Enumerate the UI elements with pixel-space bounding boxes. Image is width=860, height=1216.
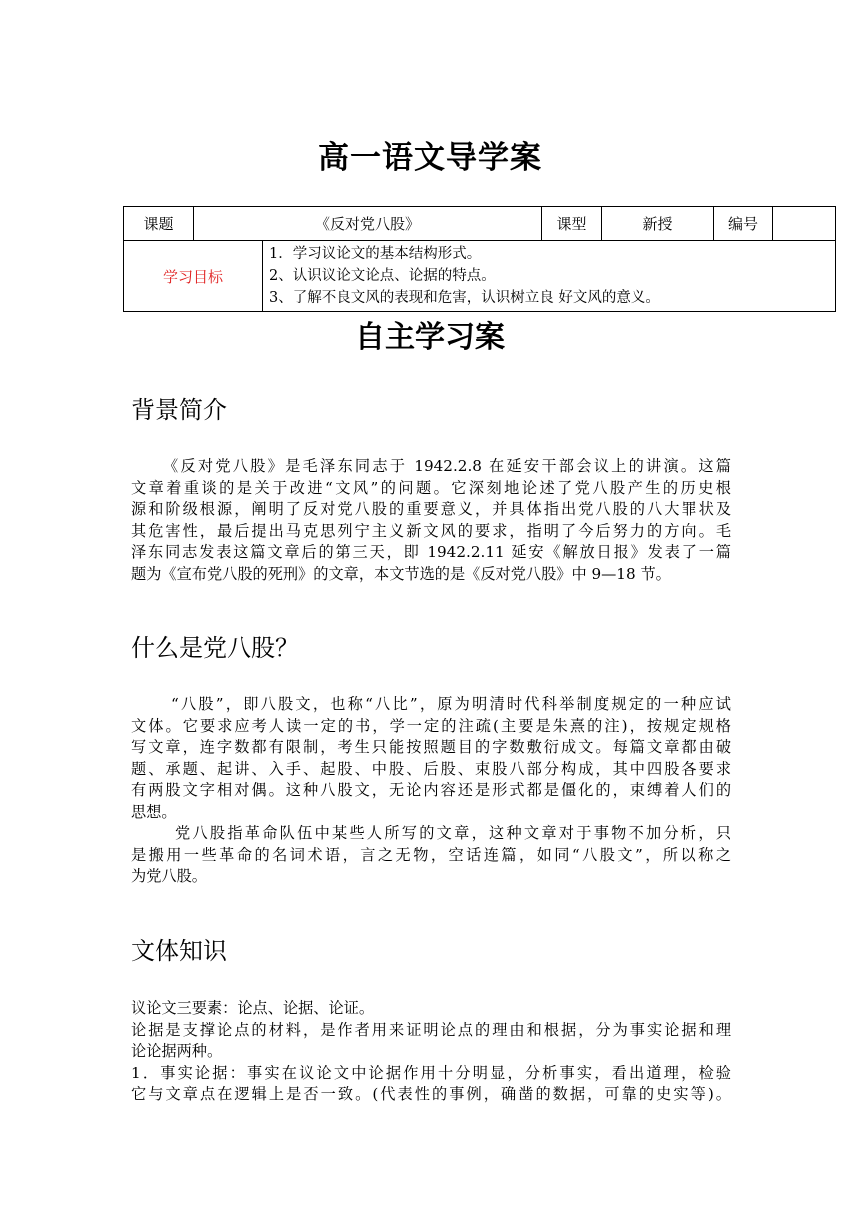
page-title: 高一语文导学案 xyxy=(318,140,542,176)
text-line: 题为《宣布党八股的死刑》的文章，本文节选的是《反对党八股》中 9—18 节。 xyxy=(131,564,671,583)
text-line: 论论据两种。 xyxy=(131,1042,223,1060)
background-paragraph xyxy=(131,456,731,585)
text-line: 党八股指革命队伍中某些人所写的文章，这种文章对于事物不加分析，只 xyxy=(175,824,731,842)
text-line: 思想。 xyxy=(131,802,177,821)
text-line: 是搬用一些革命的名词术语，言之无物，空话连篇，如同“八股文”，所以称之 xyxy=(131,845,731,864)
text-line: 1．事实论据：事实在议论文中论据作用十分明显，分析事实，看出道理，检验 xyxy=(131,1063,731,1082)
text-line: 它与文章点在逻辑上是否一致。(代表性的事例，确凿的数据，可靠的史实等)。 xyxy=(131,1085,731,1103)
text-line: 有两股文字相对偶。这种八股文，无论内容还是形式都是僵化的，束缚着人们的 xyxy=(131,781,731,799)
text-line: 为党八股。 xyxy=(131,867,207,885)
text-line: “八股”，即八股文，也称“八比”，原为明清时代科举制度规定的一种应试 xyxy=(171,695,731,713)
topic-value: 《反对党八股》 xyxy=(194,207,542,241)
number-label: 编号 xyxy=(714,207,773,241)
text-line: 源和阶级根源，阐明了反对党八股的重要意义，并具体指出党八股的八大罪状及 xyxy=(131,500,731,518)
goal-item: 1．学习议论文的基本结构形式。 xyxy=(269,246,482,262)
info-table xyxy=(123,206,836,312)
background-heading: 背景简介 xyxy=(131,396,227,424)
what-is-heading: 什么是党八股？ xyxy=(131,634,299,662)
goals-label: 学习目标 xyxy=(124,241,263,312)
type-label: 课型 xyxy=(542,207,602,241)
text-line: 泽东同志发表这篇文章后的第三天，即 1942.2.11 延安《解放日报》发表了一篇 xyxy=(131,543,731,561)
text-line: 写文章，连字数都有限制，考生只能按照题目的字数敷衍成文。每篇文章都由破 xyxy=(131,738,731,756)
what-is-paragraph xyxy=(131,694,731,888)
type-value: 新授 xyxy=(602,207,714,241)
number-value xyxy=(773,207,836,241)
genre-paragraph xyxy=(131,998,731,1106)
text-line: 题、承题、起讲、入手、起股、中股、后股、束股八部分构成，其中四股各要求 xyxy=(131,759,731,778)
text-line: 议论文三要素：论点、论据、论证。 xyxy=(131,999,374,1017)
text-line: 文章着重谈的是关于改进“文风”的问题。它深刻地论述了党八股产生的历史根 xyxy=(131,478,731,497)
topic-label: 课题 xyxy=(124,207,194,241)
goal-item: 2、认识议论文论点、论据的特点。 xyxy=(269,268,496,284)
goal-item: 3、了解不良文风的表现和危害，认识树立良 好文风的意义。 xyxy=(269,290,660,306)
text-line: 其危害性，最后提出马克思列宁主义新文风的要求，指明了今后努力的方向。毛 xyxy=(131,521,731,540)
genre-heading: 文体知识 xyxy=(131,937,227,965)
text-line: 文体。它要求应考人读一定的书，学一定的注疏(主要是朱熹的注)，按规定规格 xyxy=(131,716,731,735)
goals-list xyxy=(263,241,836,312)
section-title: 自主学习案 xyxy=(355,320,505,355)
text-line: 论据是支撑论点的材料，是作者用来证明论点的理由和根据，分为事实论据和理 xyxy=(131,1020,731,1039)
text-line: 《反对党八股》是毛泽东同志于 1942.2.8 在延安干部会议上的讲演。这篇 xyxy=(163,457,731,475)
